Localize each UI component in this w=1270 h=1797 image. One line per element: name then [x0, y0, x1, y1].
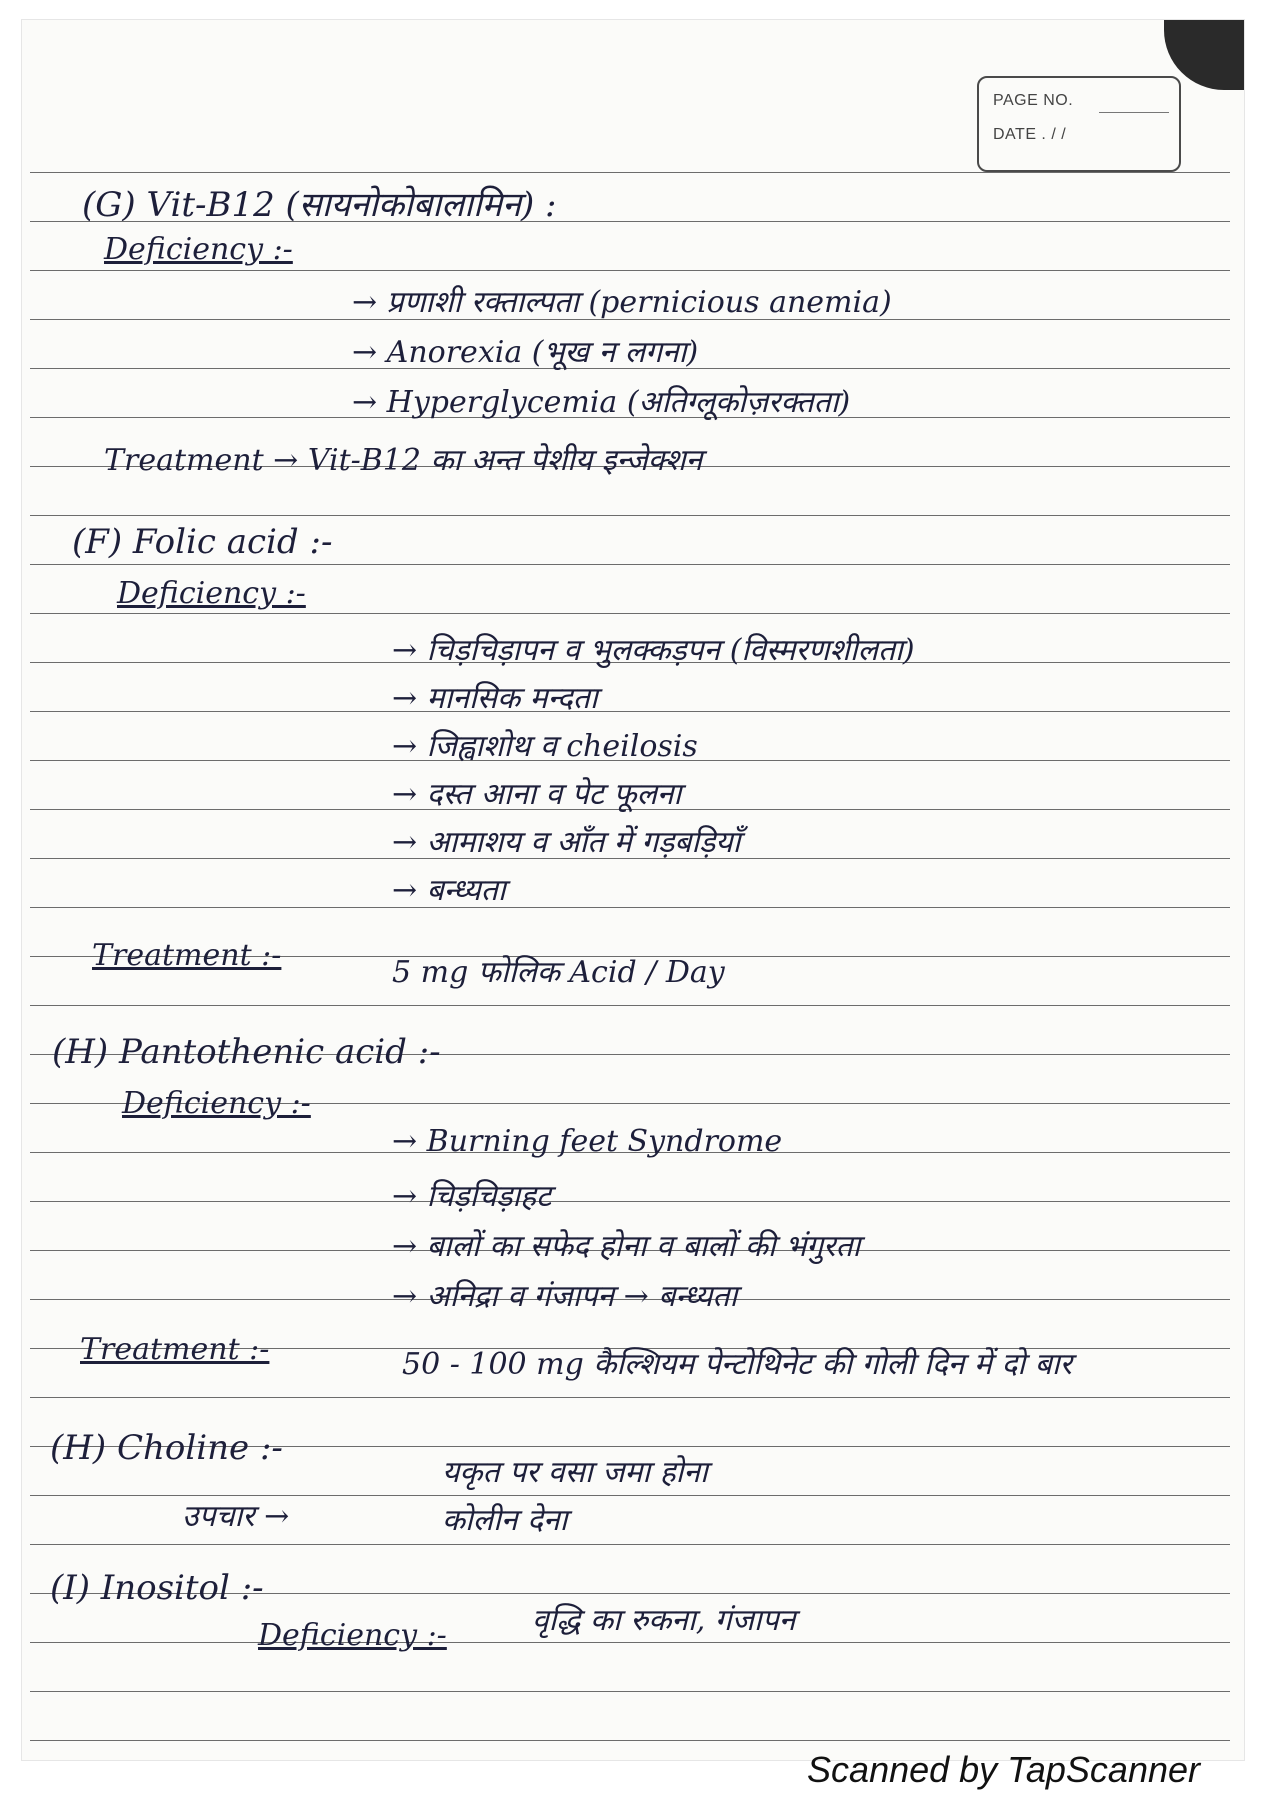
- section-h-point-1: → Burning feet Syndrome: [392, 1124, 783, 1159]
- page-no-line: [1099, 112, 1169, 113]
- section-g-point-1: → प्रणाशी रक्ताल्पता (pernicious anemia): [352, 285, 892, 320]
- ruled-line: [30, 1740, 1230, 1741]
- ruled-line: [30, 1642, 1230, 1643]
- ruled-line: [30, 270, 1230, 271]
- section-f-point-5: → आमाशय व आँत में गड़बड़ियाँ: [392, 825, 741, 860]
- section-h-point-2: → चिड़चिड़ाहट: [392, 1179, 552, 1214]
- scanner-watermark: Scanned by TapScanner: [807, 1749, 1200, 1790]
- section-f-treatment: 5 mg फोलिक Acid / Day: [392, 955, 725, 990]
- date-label: DATE . / /: [993, 126, 1067, 143]
- ruled-line: [30, 564, 1230, 565]
- section-g-deficiency-label: Deficiency :-: [104, 232, 293, 267]
- section-h-title: (H) Pantothenic acid :-: [52, 1032, 441, 1072]
- ruled-line: [30, 907, 1230, 908]
- section-g-point-3: → Hyperglycemia (अतिग्लूकोज़रक्तता): [352, 385, 851, 420]
- section-choline-title: (H) Choline :-: [50, 1428, 283, 1468]
- notebook-page: [22, 20, 1244, 1760]
- section-g-treatment: Treatment → Vit-B12 का अन्त पेशीय इन्जेक्शन: [104, 443, 703, 478]
- ruled-line: [30, 1005, 1230, 1006]
- section-h-deficiency-label: Deficiency :-: [122, 1086, 311, 1121]
- ruled-line: [30, 613, 1230, 614]
- section-choline-line-1: यकृत पर वसा जमा होना: [442, 1455, 708, 1490]
- section-h-point-4: → अनिद्रा व गंजापन → बन्ध्यता: [392, 1279, 738, 1314]
- page-no-label: PAGE NO.: [993, 92, 1074, 109]
- section-g-title: (G) Vit-B12 (सायनोकोबालामिन) :: [82, 185, 557, 225]
- ruled-line: [30, 515, 1230, 516]
- section-f-title: (F) Folic acid :-: [72, 522, 333, 562]
- section-g-point-2: → Anorexia (भूख न लगना): [352, 335, 699, 370]
- ruled-line: [30, 711, 1230, 712]
- ruled-line: [30, 1397, 1230, 1398]
- section-inositol-deficiency-label: Deficiency :-: [258, 1618, 447, 1653]
- page-date-box: [977, 76, 1181, 172]
- section-f-point-3: → जिह्वाशोथ व cheilosis: [392, 729, 698, 764]
- ruled-line: [30, 172, 1230, 173]
- section-choline-line-2: कोलीन देना: [442, 1503, 568, 1538]
- section-f-treatment-label: Treatment :-: [92, 938, 282, 973]
- section-inositol-title: (I) Inositol :-: [50, 1568, 264, 1608]
- section-h-treatment-label: Treatment :-: [80, 1332, 270, 1367]
- section-f-point-2: → मानसिक मन्दता: [392, 681, 598, 716]
- section-f-point-1: → चिड़चिड़ापन व भुलक्कड़पन (विस्मरणशीलता): [392, 633, 915, 668]
- ruled-line: [30, 1201, 1230, 1202]
- section-choline-upchar-label: उपचार →: [182, 1499, 290, 1534]
- section-h-point-3: → बालों का सफेद होना व बालों की भंगुरता: [392, 1229, 861, 1264]
- ruled-line: [30, 1691, 1230, 1692]
- section-f-deficiency-label: Deficiency :-: [117, 576, 306, 611]
- section-f-point-4: → दस्त आना व पेट फूलना: [392, 777, 682, 812]
- section-f-point-6: → बन्ध्यता: [392, 873, 506, 908]
- ruled-line: [30, 1544, 1230, 1545]
- section-h-treatment: 50 - 100 mg कैल्शियम पेन्टोथिनेट की गोली दिन में दो बार: [402, 1347, 1072, 1382]
- section-inositol-text: वृद्धि का रुकना, गंजापन: [532, 1603, 796, 1638]
